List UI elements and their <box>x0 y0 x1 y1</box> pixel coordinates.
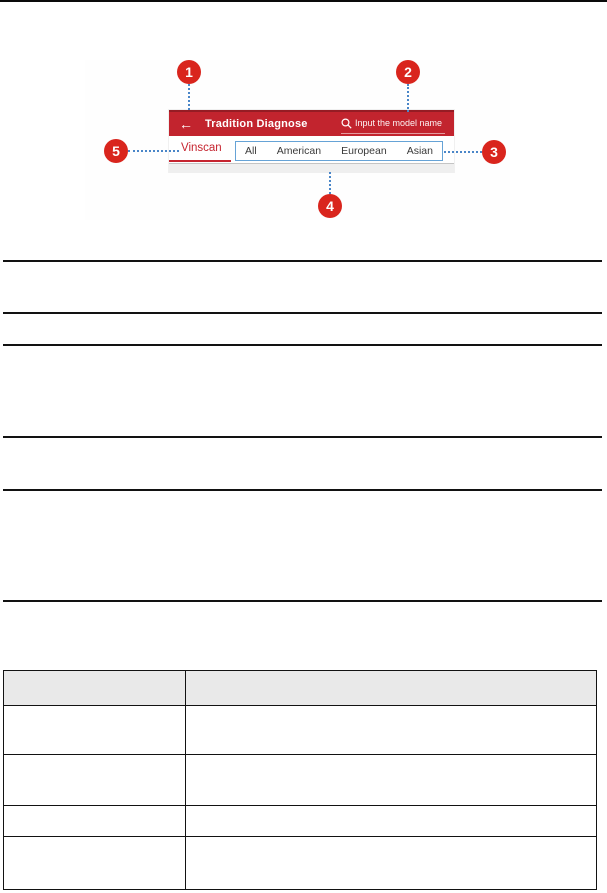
tab-vinscan[interactable]: Vinscan <box>181 142 222 154</box>
body-rule-1 <box>3 260 602 262</box>
search-input[interactable] <box>341 113 445 134</box>
table-cell <box>4 806 186 836</box>
leader-line-4 <box>329 172 331 194</box>
tab-european[interactable]: European <box>341 144 387 157</box>
leader-line-5 <box>128 150 179 152</box>
table-cell <box>4 755 186 805</box>
app-content-strip <box>169 163 454 173</box>
callout-badge-2: 2 <box>396 60 420 84</box>
table-row <box>4 706 596 755</box>
table-row <box>4 806 596 837</box>
page-top-rule <box>0 0 607 2</box>
app-header-bar <box>169 110 454 136</box>
leader-line-3 <box>444 151 482 153</box>
search-icon <box>341 118 352 129</box>
app-title: Tradition Diagnose <box>205 118 308 130</box>
table-header-cell <box>186 671 596 705</box>
annotated-figure <box>85 60 510 220</box>
body-rule-6 <box>3 600 602 602</box>
body-rule-3 <box>3 344 602 346</box>
bottom-table <box>3 670 597 890</box>
leader-line-2 <box>407 84 409 112</box>
search-placeholder: Input the model name <box>355 118 443 128</box>
tab-all[interactable]: All <box>245 144 257 157</box>
table-row <box>4 837 596 889</box>
tab-asian[interactable]: Asian <box>406 144 433 157</box>
table-header-cell <box>4 671 186 705</box>
callout-badge-1: 1 <box>177 60 201 84</box>
table-cell <box>186 837 596 889</box>
callout-badge-3: 3 <box>482 140 506 164</box>
app-tab-bar <box>169 136 454 163</box>
body-rule-4 <box>3 436 602 438</box>
tab-american[interactable]: American <box>276 144 322 157</box>
callout-badge-4: 4 <box>318 194 342 218</box>
filter-tab-group <box>235 141 443 161</box>
app-screenshot <box>169 110 454 172</box>
table-cell <box>4 837 186 889</box>
table-cell <box>186 755 596 805</box>
table-row <box>4 755 596 806</box>
table-cell <box>186 806 596 836</box>
callout-badge-5: 5 <box>104 139 128 163</box>
table-cell <box>4 706 186 754</box>
table-cell <box>186 706 596 754</box>
body-rule-5 <box>3 489 602 491</box>
leader-line-1 <box>188 84 190 110</box>
back-arrow-icon[interactable]: ← <box>179 116 193 132</box>
body-rule-2 <box>3 312 602 314</box>
table-header-row <box>4 671 596 706</box>
active-tab-indicator <box>169 160 231 163</box>
